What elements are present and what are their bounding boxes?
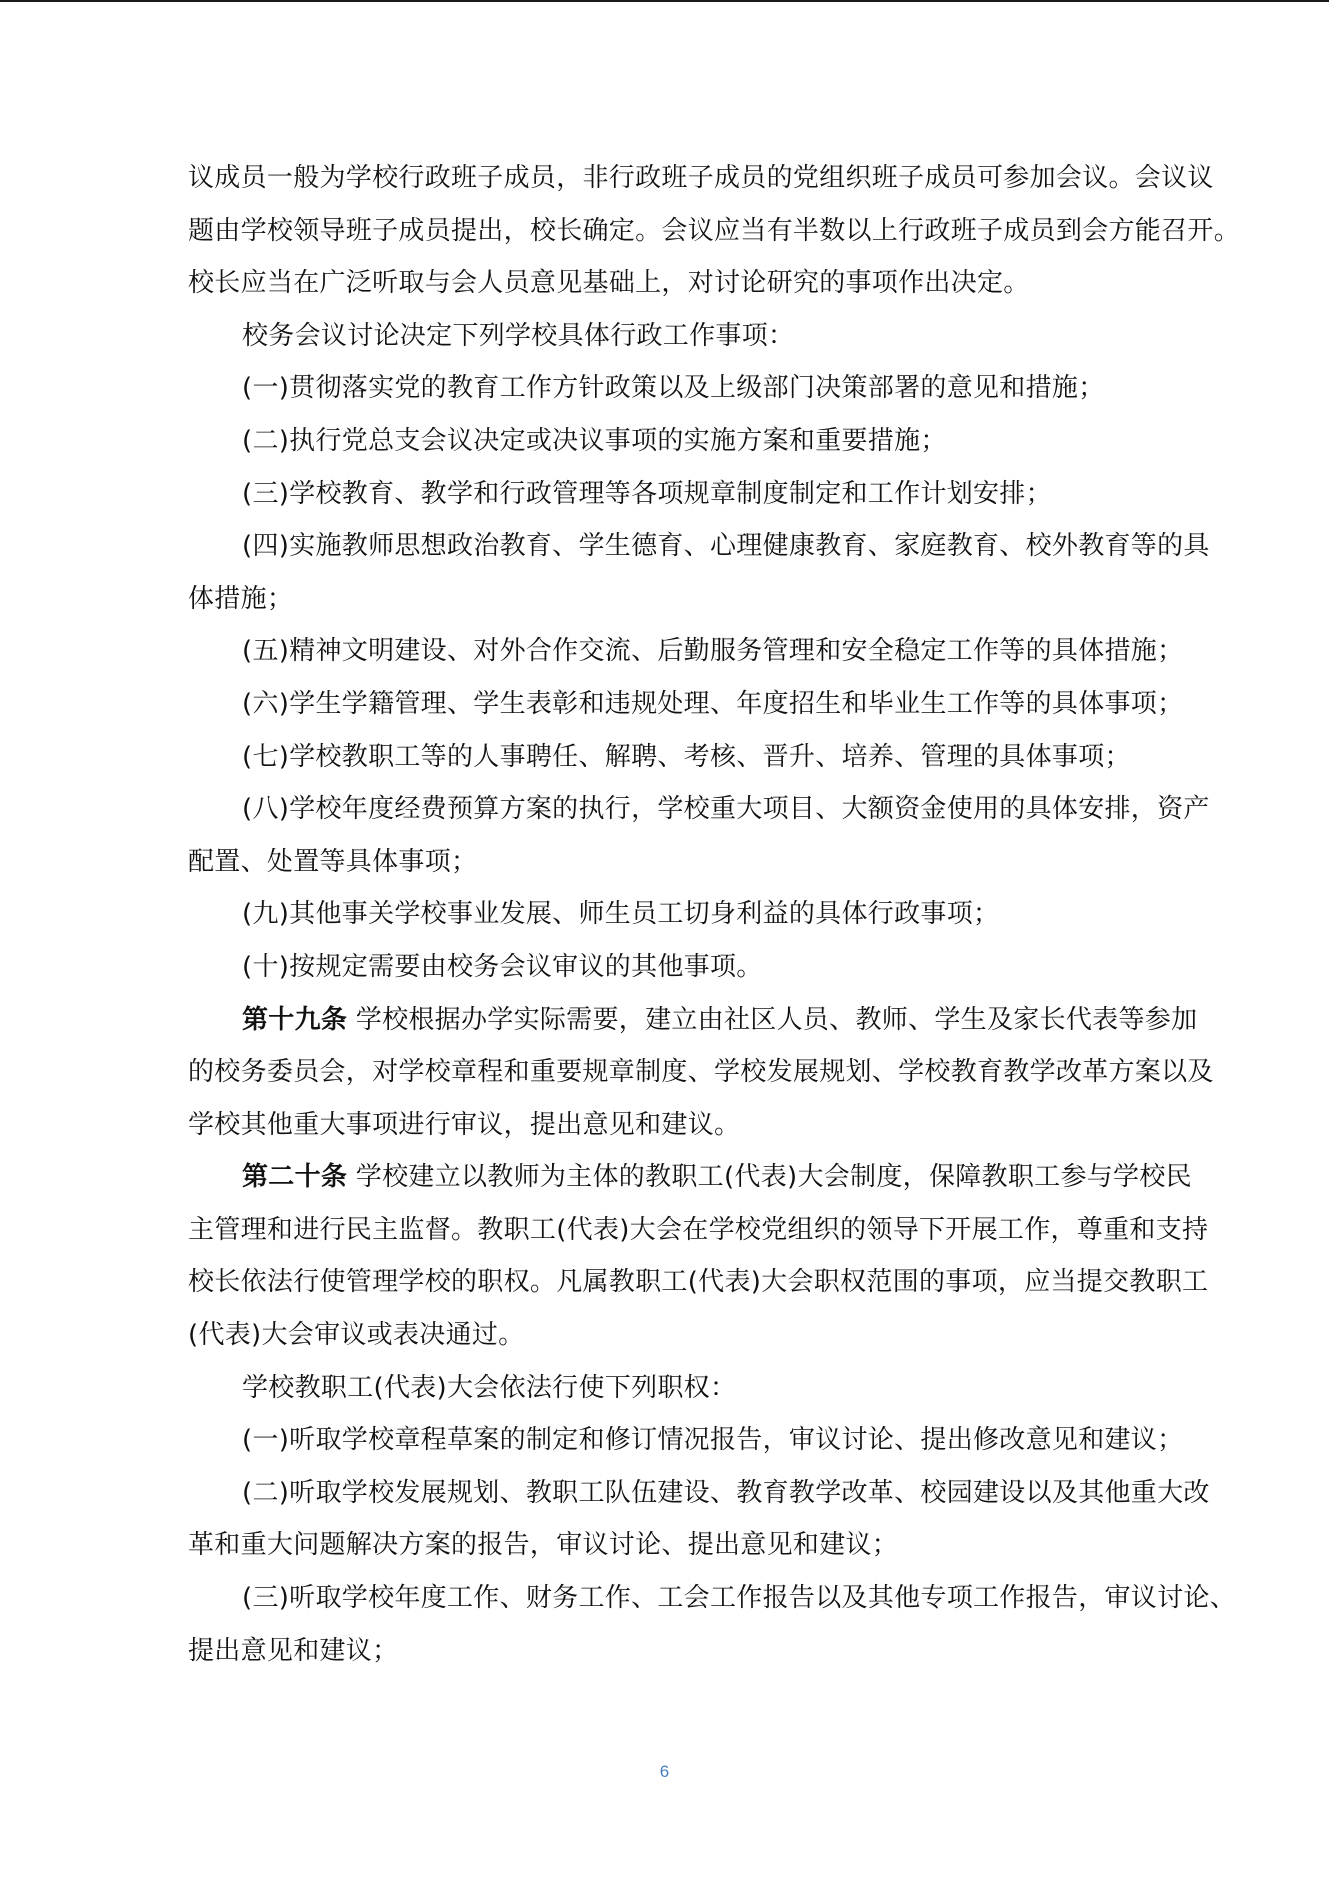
- line-text: 革和重大问题解决方案的报告，审议讨论、提出意见和建议；: [188, 1530, 899, 1561]
- text-line: [188, 415, 1248, 468]
- text-line: [188, 783, 1248, 836]
- article-heading: 第十九条: [242, 1004, 348, 1035]
- text-line: [188, 731, 1248, 784]
- text-line: [188, 941, 1248, 994]
- line-text: (九)其他事关学校事业发展、师生员工切身利益的具体行政事项；: [242, 899, 1000, 930]
- line-text: 学校其他重大事项进行审议，提出意见和建议。: [188, 1109, 741, 1140]
- line-text: (二)听取学校发展规划、教职工队伍建设、教育教学改革、校园建设以及其他重大改: [242, 1477, 1210, 1508]
- line-text: (一)听取学校章程草案的制定和修订情况报告，审议讨论、提出修改意见和建议；: [242, 1425, 1184, 1456]
- line-text: 学校教职工(代表)大会依法行使下列职权：: [242, 1372, 737, 1403]
- line-text: (三)学校教育、教学和行政管理等各项规章制度制定和工作计划安排；: [242, 478, 1052, 509]
- document-body: [188, 152, 1248, 1677]
- line-text: (三)听取学校年度工作、财务工作、工会工作报告以及其他专项工作报告，审议讨论、: [242, 1583, 1236, 1614]
- text-line: [188, 152, 1248, 205]
- text-line: [188, 362, 1248, 415]
- text-line: [188, 678, 1248, 731]
- text-line: [188, 1151, 1248, 1204]
- line-text: 题由学校领导班子成员提出，校长确定。会议应当有半数以上行政班子成员到会方能召开。: [188, 215, 1241, 246]
- text-line: [188, 994, 1248, 1047]
- line-text: 校务会议讨论决定下列学校具体行政工作事项：: [242, 320, 795, 351]
- text-line: [188, 625, 1248, 678]
- text-line: [188, 468, 1248, 521]
- top-border-rule: [0, 0, 1329, 2]
- text-line: [188, 573, 1248, 626]
- line-text: (一)贯彻落实党的教育工作方针政策以及上级部门决策部署的意见和措施；: [242, 373, 1105, 404]
- text-line: [188, 888, 1248, 941]
- line-text: 主管理和进行民主监督。教职工(代表)大会在学校党组织的领导下开展工作，尊重和支持: [188, 1214, 1209, 1245]
- text-line: [188, 1625, 1248, 1678]
- line-text: 提出意见和建议；: [188, 1635, 399, 1666]
- line-text: (八)学校年度经费预算方案的执行，学校重大项目、大额资金使用的具体安排，资产: [242, 794, 1210, 825]
- line-text: (代表)大会审议或表决通过。: [188, 1320, 525, 1351]
- page-number: 6: [659, 1762, 670, 1781]
- line-text: (四)实施教师思想政治教育、学生德育、心理健康教育、家庭教育、校外教育等的具: [242, 531, 1210, 562]
- text-line: [188, 310, 1248, 363]
- line-text: 校长应当在广泛听取与会人员意见基础上，对讨论研究的事项作出决定。: [188, 268, 1030, 299]
- text-line: [188, 1362, 1248, 1415]
- text-line: [188, 257, 1248, 310]
- line-text: 校长依法行使管理学校的职权。凡属教职工(代表)大会职权范围的事项，应当提交教职工: [188, 1267, 1209, 1298]
- text-line: [188, 1414, 1248, 1467]
- line-text: 的校务委员会，对学校章程和重要规章制度、学校发展规划、学校教育教学改革方案以及: [188, 1057, 1214, 1088]
- line-text: (十)按规定需要由校务会议审议的其他事项。: [242, 951, 763, 982]
- text-line: [188, 205, 1248, 258]
- line-text: 体措施；: [188, 583, 294, 614]
- text-line: [188, 1519, 1248, 1572]
- text-line: [188, 836, 1248, 889]
- line-text: 学校建立以教师为主体的教职工(代表)大会制度，保障教职工参与学校民: [347, 1162, 1192, 1193]
- line-text: (六)学生学籍管理、学生表彰和违规处理、年度招生和毕业生工作等的具体事项；: [242, 688, 1184, 719]
- line-text: 议成员一般为学校行政班子成员，非行政班子成员的党组织班子成员可参加会议。会议议: [188, 163, 1214, 193]
- text-line: [188, 1572, 1248, 1625]
- text-line: [188, 1204, 1248, 1257]
- line-text: (五)精神文明建设、对外合作交流、后勤服务管理和安全稳定工作等的具体措施；: [242, 636, 1184, 667]
- line-text: (二)执行党总支会议决定或决议事项的实施方案和重要措施；: [242, 425, 947, 456]
- line-text: (七)学校教职工等的人事聘任、解聘、考核、晋升、培养、管理的具体事项；: [242, 741, 1131, 772]
- text-line: [188, 1099, 1248, 1152]
- line-text: 学校根据办学实际需要，建立由社区人员、教师、学生及家长代表等参加: [347, 1004, 1198, 1035]
- article-heading: 第二十条: [242, 1162, 348, 1193]
- text-line: [188, 1256, 1248, 1309]
- text-line: [188, 520, 1248, 573]
- text-line: [188, 1046, 1248, 1099]
- text-line: [188, 1467, 1248, 1520]
- line-text: 配置、处置等具体事项；: [188, 846, 478, 877]
- text-line: [188, 1309, 1248, 1362]
